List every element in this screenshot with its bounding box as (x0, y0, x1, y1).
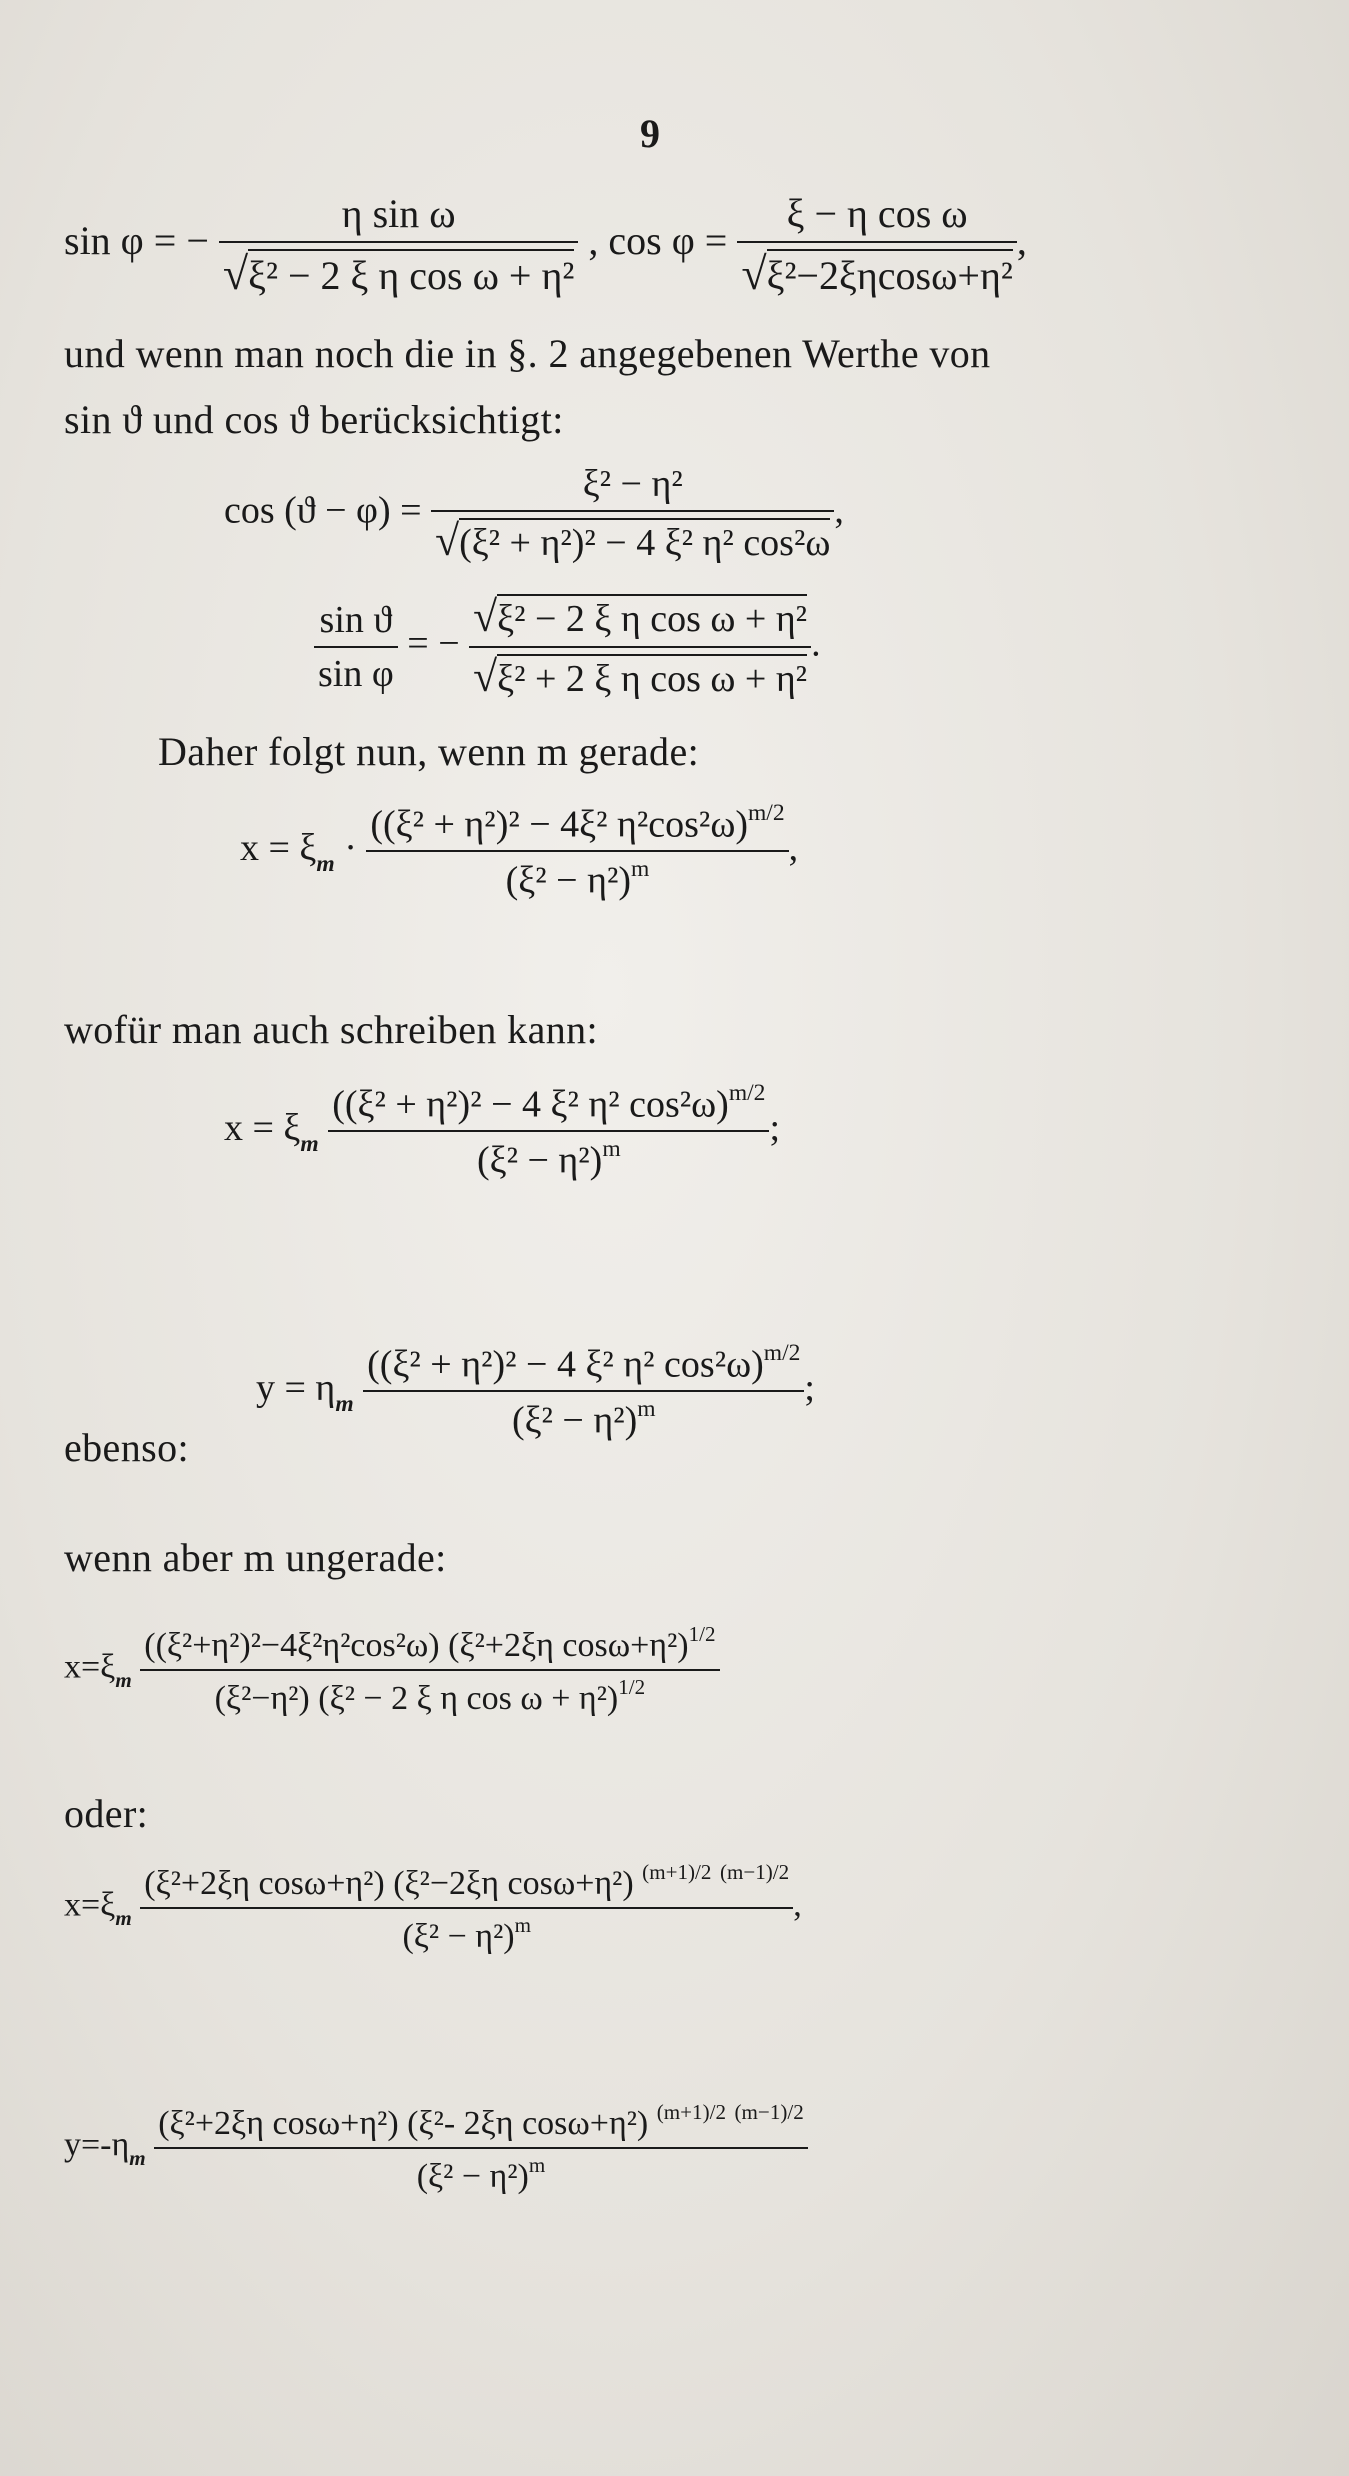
numerator: ((ξ² + η²)² − 4 ξ² η² cos²ω)$^{m/2}$ (332, 1080, 766, 1126)
exponent: m (528, 2152, 546, 2177)
formula-x-even-2 (224, 1080, 780, 1183)
exponent: 1/2 (688, 1622, 716, 1646)
denominator: $(\xi^2 - \eta^2)^m$ (416, 2152, 546, 2195)
text-line: sin ϑ und cos ϑ berücksichtigt: (64, 397, 564, 442)
radicand: ξ²−2ξηcosω+η² (767, 249, 1013, 298)
punctuation: , (788, 827, 799, 870)
exponent: (m−1)/2 (734, 2100, 804, 2124)
radicand: ξ² − 2 ξ η cos ω + η² (248, 249, 574, 298)
exponent: m (514, 1912, 531, 1937)
denominator: $(\xi^2 - \eta^2)^m$ (477, 1136, 621, 1182)
formula-y-even (256, 1340, 815, 1443)
punctuation: ; (804, 1367, 815, 1410)
numerator: ξ² − η² (582, 463, 683, 505)
fraction (366, 800, 788, 903)
exponent: m (631, 856, 650, 883)
fraction (363, 1340, 804, 1443)
page-number: 9 (640, 111, 660, 156)
formula-text: x=ξ (64, 1648, 116, 1686)
numerator: (ξ²+2ξη cosω+η²) (ξ²- 2ξη cosω+η²) $^{(m+1)/2}$ $^{(m-1)/2}$ (158, 2100, 804, 2142)
denominator: √ξ² − 2 ξ η cos ω + η² (222, 248, 575, 299)
fraction (431, 462, 834, 566)
denominator: $(\xi^2 - \eta^2)^m$ (402, 1912, 531, 1955)
formula-text: y = η (256, 1367, 336, 1410)
subscript: m (129, 2146, 146, 2171)
radicand: (ξ² + η²)² − 4 ξ² η² cos²ω (459, 518, 830, 564)
fraction (154, 2100, 808, 2196)
exponent: (m−1)/2 (719, 1860, 790, 1884)
formula-cos-theta-phi (224, 462, 844, 566)
punctuation: , (834, 489, 844, 532)
denominator: √ξ² + 2 ξ η cos ω + η² (473, 653, 808, 701)
fraction (469, 592, 811, 702)
formula-sin-ratio (314, 592, 821, 702)
fraction (140, 1622, 719, 1718)
punctuation: . (811, 622, 821, 665)
exponent: 1/2 (618, 1674, 646, 1699)
denominator: sin φ (318, 653, 394, 695)
text-line: Daher folgt nun, wenn m gerade: (158, 729, 700, 774)
exponent: m/2 (728, 1080, 766, 1106)
punctuation: ; (769, 1107, 781, 1150)
punctuation: , (793, 1886, 802, 1924)
formula-sin-cos-phi (64, 190, 1027, 300)
numerator: √ξ² − 2 ξ η cos ω + η² (473, 593, 808, 641)
subscript: m (115, 1668, 132, 1693)
numerator: η sin ω (341, 191, 456, 236)
text-line: wenn aber m ungerade: (64, 1535, 447, 1580)
fraction (328, 1080, 769, 1183)
subscript: m (115, 1906, 132, 1931)
exponent: m (602, 1136, 621, 1163)
text-line: ebenso: (64, 1425, 189, 1470)
exponent: m (637, 1396, 656, 1423)
punctuation: , (1016, 218, 1027, 264)
subscript: m (300, 1130, 319, 1157)
denominator: $(\xi^2 - \eta^2)^m$ (511, 1396, 656, 1442)
numerator: sin ϑ (319, 599, 393, 641)
fraction (737, 190, 1017, 300)
formula-text: cos (ϑ − φ) = (224, 489, 422, 532)
text-line: oder: (64, 1791, 149, 1836)
denominator: $(\xi^2 - \eta^2)^m$ (505, 856, 650, 902)
formula-x-odd-1 (64, 1622, 720, 1718)
fraction (219, 190, 579, 300)
numerator: ((ξ²+η²)²−4ξ²η²cos²ω) (ξ²+2ξη cosω+η²)$^{1/2}$ (144, 1622, 716, 1664)
text-line: wofür man auch schreiben kann: (64, 1007, 599, 1052)
radicand: ξ² − 2 ξ η cos ω + η² (497, 594, 807, 640)
formula-text: = − (407, 622, 460, 665)
numerator: ((ξ² + η²)² − 4 ξ² η² cos²ω)$^{m/2}$ (367, 1340, 801, 1386)
numerator: ξ − η cos ω (786, 191, 968, 236)
subscript: m (335, 1390, 354, 1417)
formula-text: x = ξ (240, 827, 317, 870)
formula-x-even-1: $x = \xi_m$ · $\frac{((\xi^2 + \eta^2)^2 - 4\xi^2 \eta^2\cos^2\omega)^{m/2}}{(\xi^2 - \eta^2)^m}$ , (240, 800, 799, 902)
text-line: und wenn man noch die in §. 2 angegebenen Werthe von (64, 331, 991, 376)
denominator: (ξ²−η²) (ξ² − 2 ξ η cos ω + η²)$^{1/2}$ (214, 1674, 646, 1717)
formula-x-odd-2 (64, 1860, 802, 1956)
exponent: (m+1)/2 (656, 2100, 727, 2124)
denominator: √ξ²−2ξηcosω+η² (741, 248, 1013, 299)
formula-text: sin φ = − (64, 218, 209, 264)
numerator: (ξ²+2ξη cosω+η²) (ξ²−2ξη cosω+η²) $^{(m+1)/2}$ $^{(m-1)/2}$ (144, 1860, 790, 1902)
fraction (314, 598, 398, 696)
formula-text: , cos φ = (588, 218, 728, 264)
exponent: m/2 (747, 800, 785, 826)
radicand: ξ² + 2 ξ η cos ω + η² (497, 654, 807, 700)
formula-text: x = ξ (224, 1107, 301, 1150)
formula-text: y=-η (64, 2126, 130, 2164)
exponent: m/2 (763, 1340, 801, 1366)
subscript: m (316, 850, 335, 877)
fraction (140, 1860, 793, 1956)
exponent: (m+1)/2 (642, 1860, 712, 1884)
formula-text: x=ξ (64, 1886, 116, 1924)
numerator: ((ξ² + η²)² − 4ξ² η²cos²ω)$^{m/2}$ (370, 800, 785, 846)
denominator: √(ξ² + η²)² − 4 ξ² η² cos²ω (435, 517, 831, 565)
formula-y-odd (64, 2100, 808, 2196)
